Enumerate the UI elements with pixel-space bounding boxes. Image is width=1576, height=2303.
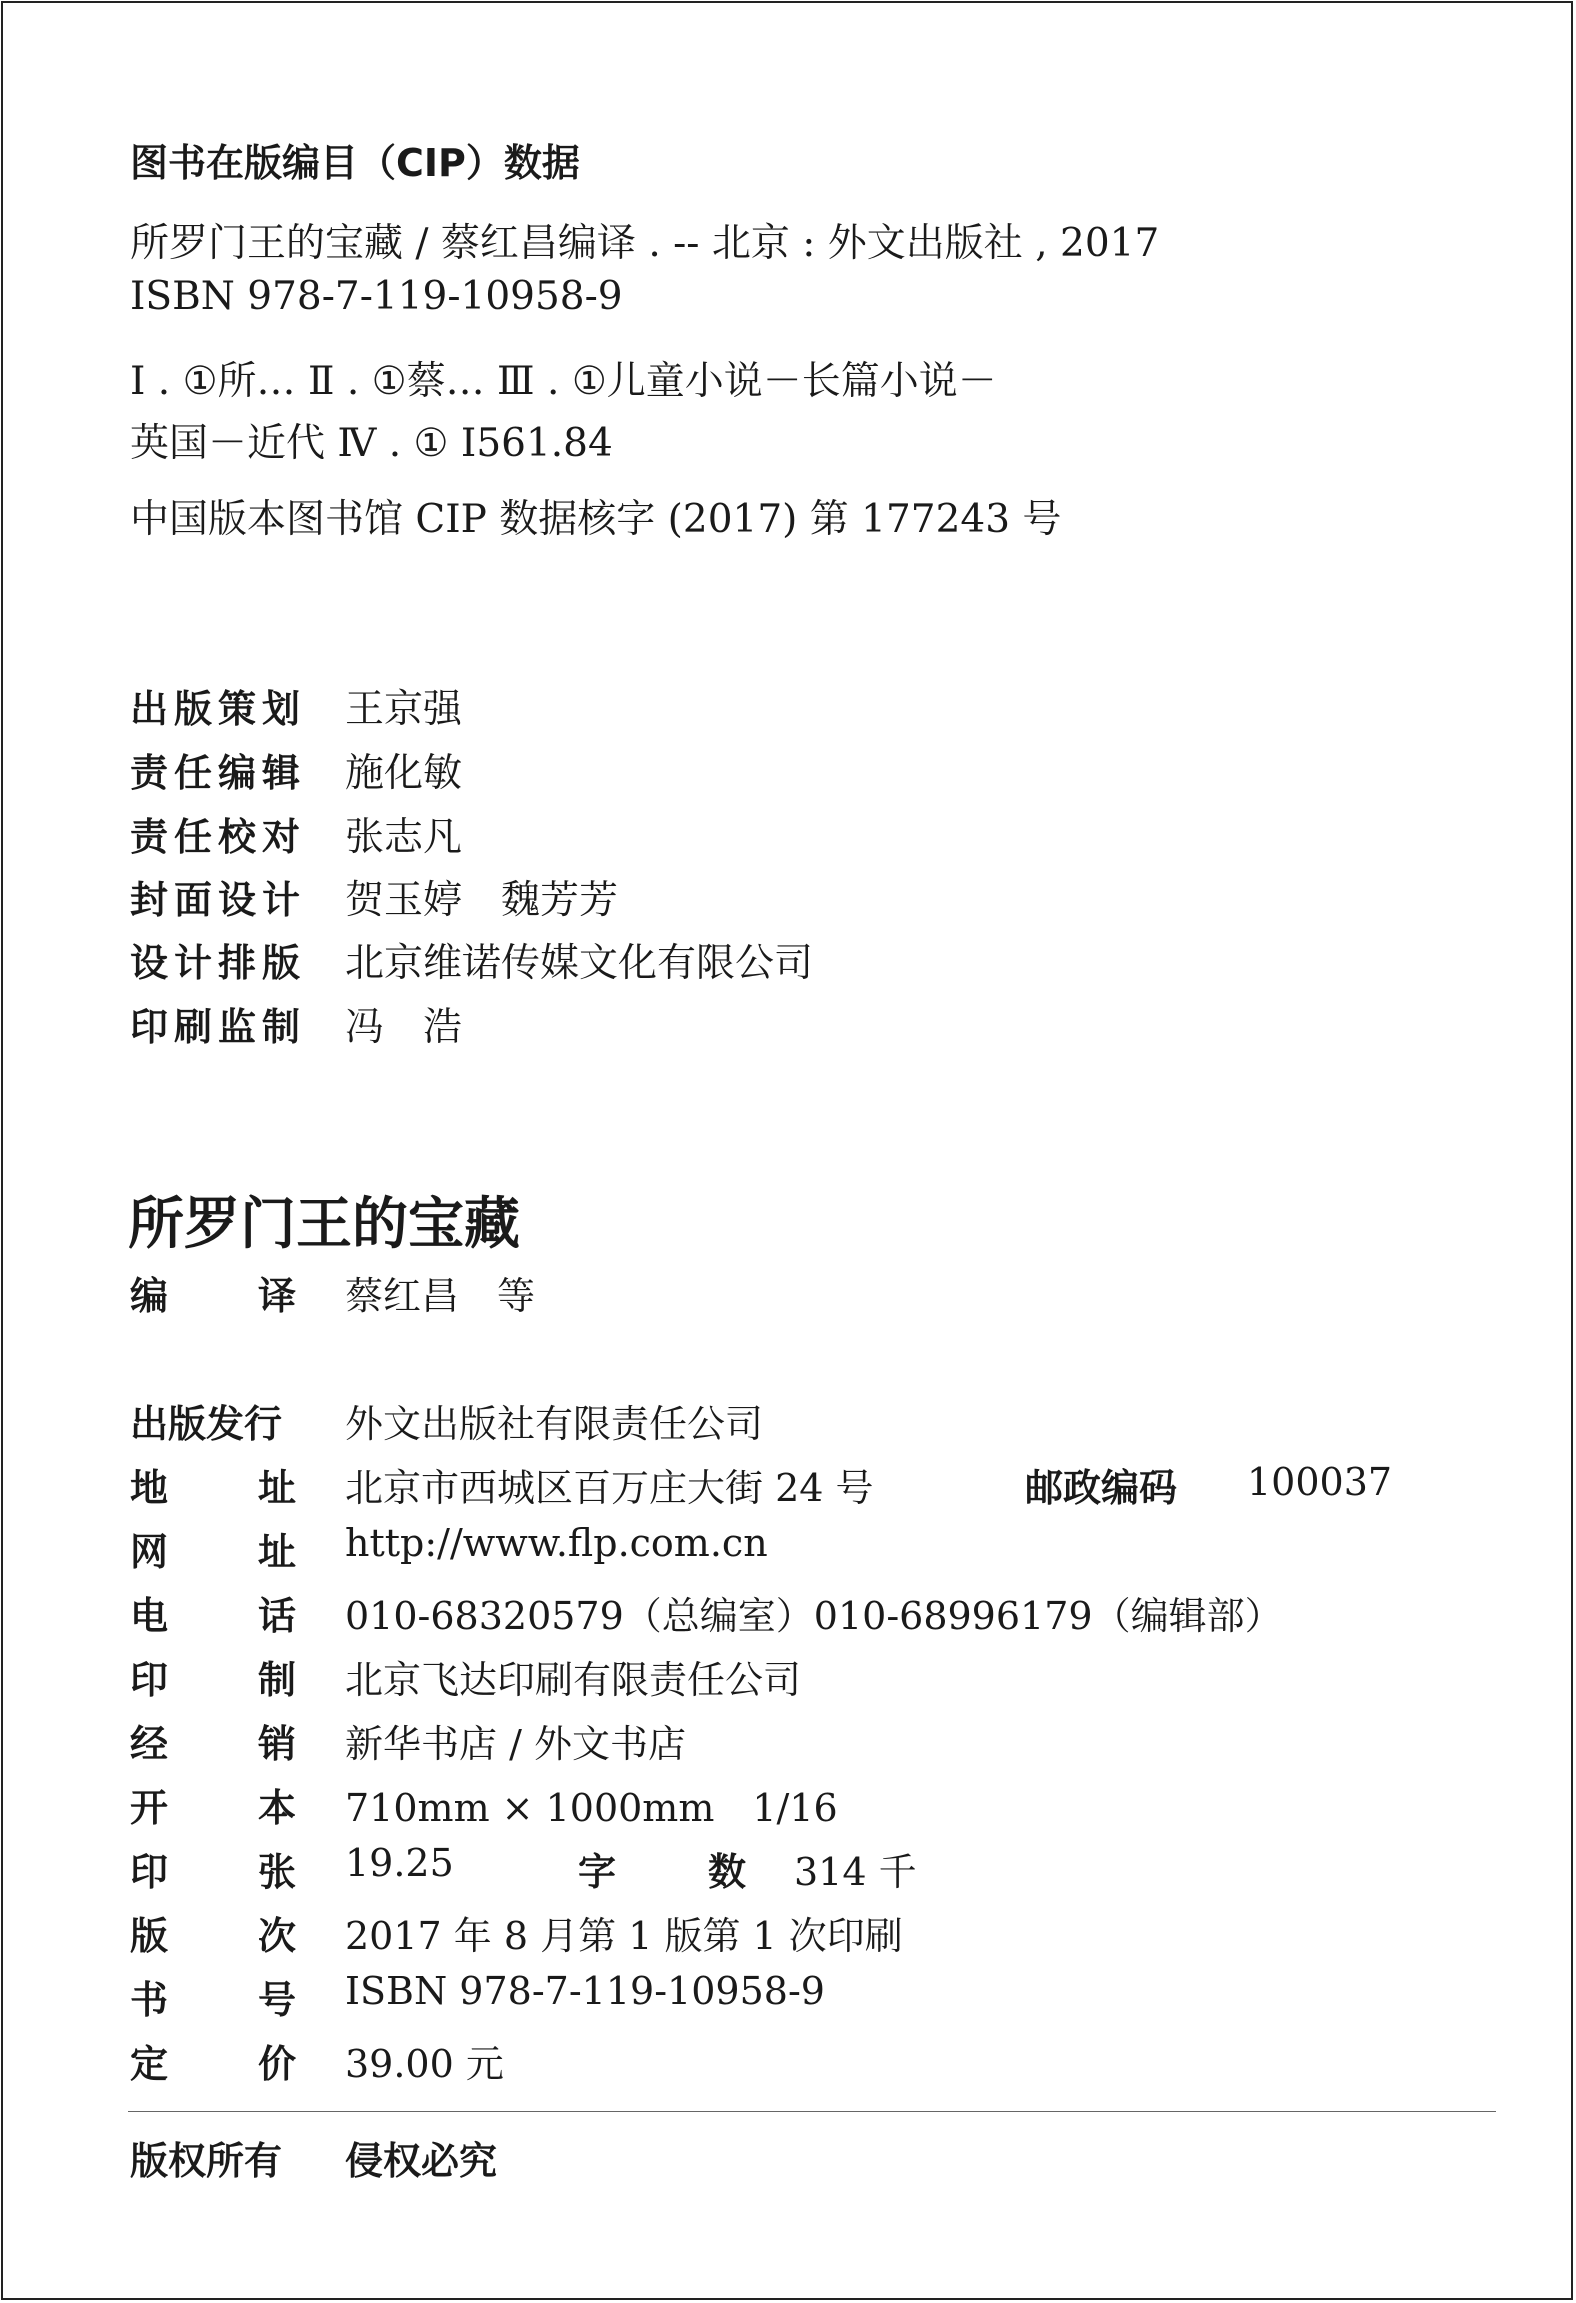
label-char: 张 xyxy=(258,1850,297,1894)
translator-label-char-1: 编 xyxy=(130,1274,169,1318)
label-char: 版 xyxy=(130,1914,169,1958)
footer-divider xyxy=(128,2111,1496,2112)
label-char: 价 xyxy=(258,2042,297,2086)
label-char: 定 xyxy=(130,2042,169,2086)
wordcount-value: 314 千 xyxy=(794,1850,917,1894)
publisher-value: 外文出版社有限责任公司 xyxy=(345,1402,764,1446)
wordcount-label-char-2: 数 xyxy=(708,1850,747,1894)
cip-line-record-number: 中国版本图书馆 CIP 数据核字 (2017) 第 177243 号 xyxy=(130,497,1062,542)
printer-label xyxy=(130,1649,297,1704)
label-char: 本 xyxy=(258,1786,297,1830)
label-char: 印 xyxy=(130,1658,169,1702)
label-char: 电 xyxy=(130,1594,169,1638)
cip-line-title: 所罗门王的宝藏 / 蔡红昌编译 . -- 北京 : 外文出版社 , 2017 xyxy=(130,221,1160,266)
staff-value: 施化敏 xyxy=(345,751,463,796)
rights-label: 版权所有 xyxy=(130,2139,283,2183)
staff-value: 北京维诺传媒文化有限公司 xyxy=(345,941,814,986)
edition-label xyxy=(130,1905,297,1960)
sheets-label xyxy=(130,1841,297,1896)
label-char: 书 xyxy=(130,1978,169,2022)
book-number-value: ISBN 978-7-119-10958-9 xyxy=(345,1969,825,2013)
label-char: 经 xyxy=(130,1722,169,1766)
staff-value: 贺玉婷 魏芳芳 xyxy=(345,878,619,923)
sheets-value: 19.25 xyxy=(345,1841,454,1885)
staff-label: 责任校对 xyxy=(130,815,307,859)
translator-label xyxy=(130,1265,297,1320)
format-value: 710mm × 1000mm 1/16 xyxy=(345,1786,838,1830)
staff-label: 责任编辑 xyxy=(130,751,307,795)
label-char: 址 xyxy=(258,1530,297,1574)
cip-line-classification: Ⅰ . ①所… Ⅱ . ①蔡… Ⅲ . ①儿童小说－长篇小说－ xyxy=(130,359,997,404)
label-char: 话 xyxy=(258,1594,297,1638)
label-char: 开 xyxy=(130,1786,169,1830)
cip-line-classification-cont: 英国－近代 Ⅳ . ① I561.84 xyxy=(130,421,613,466)
edition-value: 2017 年 8 月第 1 版第 1 次印刷 xyxy=(345,1914,903,1958)
distributor-value: 新华书店 / 外文书店 xyxy=(345,1722,686,1766)
label-char: 印 xyxy=(130,1850,169,1894)
book-title: 所罗门王的宝藏 xyxy=(128,1192,520,1257)
label-char: 销 xyxy=(258,1722,297,1766)
staff-value: 张志凡 xyxy=(345,815,463,860)
book-number-label xyxy=(130,1969,297,2024)
staff-label: 出版策划 xyxy=(130,687,307,731)
cip-heading: 图书在版编目（CIP）数据 xyxy=(130,141,580,185)
postcode-label: 邮政编码 xyxy=(1025,1466,1178,1510)
label-char: 网 xyxy=(130,1530,169,1574)
label-char: 址 xyxy=(258,1466,297,1510)
postcode-value: 100037 xyxy=(1247,1460,1393,1504)
phone-value: 010-68320579（总编室）010-68996179（编辑部） xyxy=(345,1594,1283,1638)
printer-value: 北京飞达印刷有限责任公司 xyxy=(345,1658,802,1702)
label-char: 地 xyxy=(130,1466,169,1510)
phone-label xyxy=(130,1585,297,1640)
staff-value: 王京强 xyxy=(345,687,463,732)
website-link[interactable]: http://www.flp.com.cn xyxy=(345,1521,768,1565)
staff-value: 冯 浩 xyxy=(345,1005,463,1050)
publisher-label: 出版发行 xyxy=(130,1402,283,1446)
cip-line-isbn: ISBN 978-7-119-10958-9 xyxy=(130,274,623,319)
label-char: 次 xyxy=(258,1914,297,1958)
staff-label: 印刷监制 xyxy=(130,1005,307,1049)
label-char: 号 xyxy=(258,1978,297,2022)
website-label xyxy=(130,1521,297,1576)
label-char: 制 xyxy=(258,1658,297,1702)
translator-label-char-2: 译 xyxy=(258,1274,297,1318)
wordcount-label-char-1: 字 xyxy=(578,1850,617,1894)
staff-label: 设计排版 xyxy=(130,941,307,985)
format-label xyxy=(130,1777,297,1832)
address-label xyxy=(130,1457,297,1512)
translator-value: 蔡红昌 等 xyxy=(345,1274,536,1318)
address-value: 北京市西城区百万庄大街 24 号 xyxy=(345,1466,874,1510)
distributor-label xyxy=(130,1713,297,1768)
rights-value: 侵权必究 xyxy=(345,2139,498,2183)
price-label xyxy=(130,2033,297,2088)
price-value: 39.00 元 xyxy=(345,2042,504,2086)
staff-label: 封面设计 xyxy=(130,878,307,922)
